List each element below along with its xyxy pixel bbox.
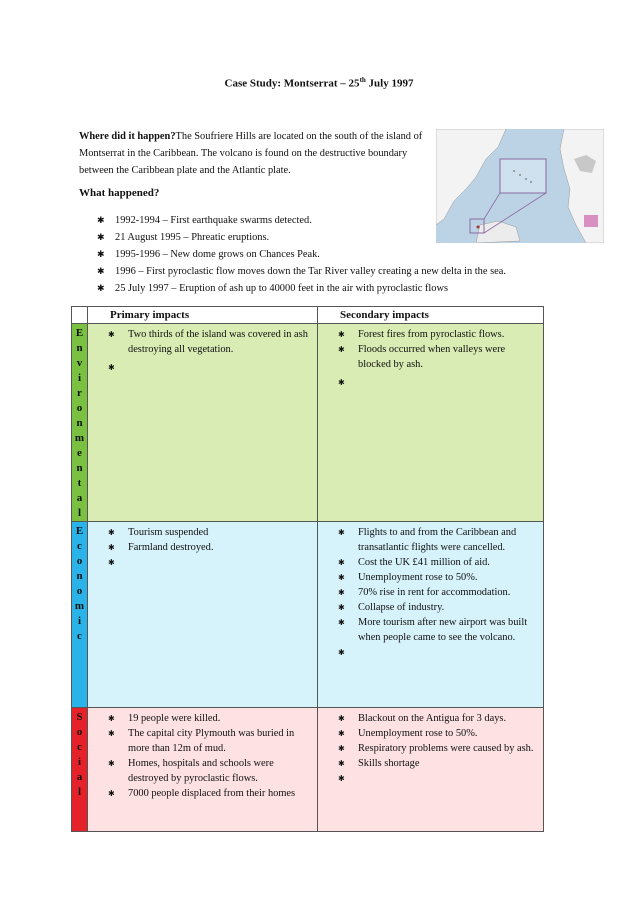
- label-social: S o c i a l: [72, 708, 88, 832]
- list-item: ✱ Tourism suspended: [108, 525, 313, 540]
- bullet-icon: ✱: [97, 232, 105, 242]
- list-item: ✱ Unemployment rose to 50%.: [338, 726, 539, 741]
- list-item: ✱ Flights to and from the Caribbean and transatlantic flights were cancelled.: [338, 525, 539, 555]
- header-primary: Primary impacts: [88, 307, 318, 324]
- list-item: ✱ Farmland destroyed.: [108, 540, 313, 555]
- soc-secondary-cell: [318, 708, 544, 832]
- list-item: ✱ Forest fires from pyroclastic flows.: [338, 327, 539, 342]
- timeline-item: ✱ 1992-1994 – First earthquake swarms detected.: [97, 212, 597, 229]
- eco-secondary-cell: [318, 522, 544, 708]
- list-item: ✱ Unemployment rose to 50%.: [338, 570, 539, 585]
- soc-primary-cell: [88, 708, 318, 832]
- list-item: ✱ Respiratory problems were caused by ash.: [338, 741, 539, 756]
- list-item: ✱ 19 people were killed.: [108, 711, 313, 726]
- list-item: ✱ Blackout on the Antigua for 3 days.: [338, 711, 539, 726]
- header-secondary: Secondary impacts: [318, 307, 544, 324]
- eco-primary-cell: [88, 522, 318, 708]
- bullet-icon: ✱: [97, 249, 105, 259]
- label-economic: E c o n o m i c: [72, 522, 88, 708]
- bullet-icon: ✱: [97, 283, 105, 293]
- bullet-icon: ✱: [97, 215, 105, 225]
- intro-paragraph: [79, 128, 439, 179]
- intro-text: The Soufriere Hills are located on the south of the island of Montserrat in the Caribbean. The volcano is found on the destructive boundary between the Caribbean plate and the Atlantic plate.: [79, 131, 423, 176]
- what-happened-heading: What happened?: [79, 187, 160, 199]
- list-item: ✱ Floods occurred when valleys were blocked by ash.: [338, 342, 539, 372]
- list-item: ✱ More tourism after new airport was built when people came to see the volcano.: [338, 615, 539, 645]
- label-environmental: E n v i r o n m e n t a l: [72, 324, 88, 522]
- page-title: Case Study: Montserrat – 25th July 1997: [224, 76, 414, 90]
- timeline-item: ✱ 1995-1996 – New dome grows on Chances Peak.: [97, 246, 597, 263]
- list-item: ✱ Two thirds of the island was covered in ash destroying all vegetation.: [108, 327, 313, 357]
- impacts-table: [71, 306, 544, 832]
- list-item: ✱ Skills shortage: [338, 756, 539, 771]
- list-item: [338, 645, 539, 660]
- timeline-item: ✱ 1996 – First pyroclastic flow moves down the Tar River valley creating a new delta in the sea.: [97, 263, 597, 280]
- list-item: [338, 375, 539, 390]
- bullet-icon: ✱: [97, 266, 105, 276]
- list-item: [108, 360, 313, 375]
- env-secondary-cell: [318, 324, 544, 522]
- timeline-item: ✱ 25 July 1997 – Eruption of ash up to 40000 feet in the air with pyroclastic flows: [97, 280, 597, 297]
- list-item: [108, 555, 313, 570]
- list-item: [338, 771, 539, 786]
- list-item: ✱ Homes, hospitals and schools were destroyed by pyroclastic flows.: [108, 756, 313, 786]
- timeline-list: [97, 212, 597, 297]
- list-item: ✱ 7000 people displaced from their homes: [108, 786, 313, 801]
- timeline-item: ✱ 21 August 1995 – Phreatic eruptions.: [97, 229, 597, 246]
- list-item: ✱ 70% rise in rent for accommodation.: [338, 585, 539, 600]
- list-item: ✱ The capital city Plymouth was buried in more than 12m of mud.: [108, 726, 313, 756]
- list-item: ✱ Collapse of industry.: [338, 600, 539, 615]
- list-item: ✱ Cost the UK £41 million of aid.: [338, 555, 539, 570]
- env-primary-cell: [88, 324, 318, 522]
- intro-heading: Where did it happen?: [79, 131, 176, 142]
- header-blank: [72, 307, 88, 324]
